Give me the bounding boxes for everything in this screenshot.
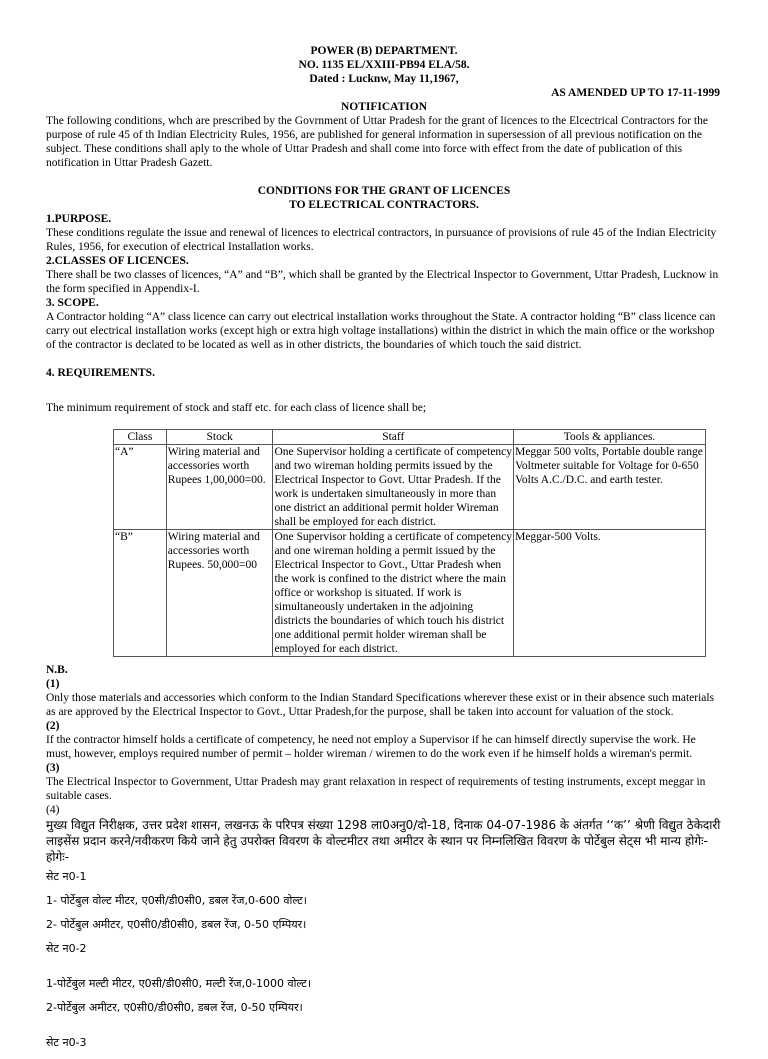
set-1-heading: सेट न0-1 [46,870,87,883]
document-page [46,44,722,1059]
note-label: (1) [46,678,60,690]
requirements-table [113,429,706,657]
set-1-item-1: 1- पोर्टेबुल वोल्ट मीटर, ए0सी/डी0सी0, डबल रेंज,0-600 वोल्ट। [46,894,307,907]
set-2-item-2: 2-पोर्टेबुल अमीटर, ए0सी0/डी0सी0, डबल रेंज, 0-50 एम्पियर। [46,1001,303,1014]
note-text: If the contractor himself holds a certificate of competency, he need not employ a Supervisor if he can himself directly supervise the work. He must, however, employs required number of permit – holder wireman / wiremen to do the work even if he himself holds a wireman's permit. [46,734,696,760]
classes-heading: 2.CLASSES OF LICENCES. [46,255,189,267]
dated-line: Dated : Lucknw, May 11,1967, [309,73,459,85]
table-cell-tools: Meggar-500 Volts. [514,530,706,657]
set-3-heading: सेट न0-3 [46,1036,87,1049]
note-label: (2) [46,720,60,732]
table-cell-staff: One Supervisor holding a certificate of competency and one wireman holding a permit issued by the Electrical Inspector to Govt., Uttar Pradesh when the work is confined to the district where the main office or workshop is situated. If work is simultaneously undertaken in the adjoining districts the boundaries of which touch his district one additional permit holder wireman shall be employed for each district. [274,531,513,655]
hindi-paragraph: मुख्य विद्युत निरीक्षक, उत्तर प्रदेश शासन, लखनऊ के परिपत्र संख्या 1298 ला0अनु0/दो-18, दिनाक 04-07-1986 के अंतर्गत ‘‘क’’ श्रेणी विद्युत ठेकेदारी लाइसेंस प्रदान करने/नवीकरण किये जाने हेतु उपरोक्त विवरण के वोल्टमीटर तथा अमीटर के स्थान पर निम्नलिखित विवरण के पोर्टेबुल सेट्स भी मान्य होगेः- होगेः- [46,818,721,864]
conditions-subtitle: TO ELECTRICAL CONTRACTORS. [289,199,479,211]
notification-number: NO. 1135 EL/XXIII-PB94 ELA/58. [298,59,470,71]
set-1-item-2: 2- पोर्टेबुल अमीटर, ए0सी0/डी0सी0, डबल रेंज, 0-50 एम्पियर। [46,918,307,931]
table-header-staff: Staff [273,430,514,445]
notification-title: NOTIFICATION [340,101,428,113]
classes-text: There shall be two classes of licences, “A” and “B”, which shall be granted by the Electrical Inspector to Government, Uttar Pradesh, Lucknow in the form specified in Appendix-I. [46,269,719,295]
requirements-text: The minimum requirement of stock and staff etc. for each class of licence shall be; [46,402,427,414]
conditions-title: CONDITIONS FOR THE GRANT OF LICENCES [257,185,511,197]
requirements-heading: 4. REQUIREMENTS. [46,367,155,379]
table-cell-staff: One Supervisor holding a certificate of competency and two wireman holding permits issued by the Electrical Inspector to Govt. Uttar Pradesh. If the work is undertaken simultaneously in more than one district an additional permit holder Wireman shall be employed for each district. [274,446,513,528]
nb-heading: N.B. [46,664,68,676]
table-row [114,445,706,530]
note-text: The Electrical Inspector to Government, Uttar Pradesh may grant relaxation in respect of requirements of testing instruments, except meggar in suitable cases. [46,776,706,802]
table-header-tools: Tools & appliances. [514,430,706,445]
note-label: (4) [46,804,60,816]
table-cell-class: “B” [114,530,167,657]
amended-line: AS AMENDED UP TO 17-11-1999 [551,87,720,99]
note-text: Only those materials and accessories which conform to the Indian Standard Specifications wherever these exist or in their absence such materials as are approved by the Electrical Inspector to Govt., Uttar Pradesh,for the purpose, shall be taken into account for valuation of the stock. [46,692,715,718]
department-title: POWER (B) DEPARTMENT. [310,45,458,57]
scope-text: A Contractor holding “A” class licence can carry out electrical installation works throughout the State. A contractor holding “B” class licence can carry out electrical installation works (except high or extra high voltage installations) within the district in which the main office or the workshop of the contractor is declated to be located as well as in other districts, the boundaries of which touch the said district. [46,311,716,351]
table-cell-stock: Wiring material and accessories worth Rupees. 50,000=00 [166,530,273,657]
table-header-class: Class [114,430,167,445]
set-2-item-1: 1-पोर्टेबुल मल्टी मीटर, ए0सी/डी0सी0, मल्टी रेंज,0-1000 वोल्ट। [46,977,312,990]
table-row [114,530,706,657]
note-label: (3) [46,762,60,774]
intro-paragraph: The following conditions, whch are prescribed by the Govrnment of Uttar Pradesh for the grant of licences to the Elcectrical Contractors for the purpose of rule 45 of th Indian Electricity Rules, 1956, are published for general information in supersession of all previous notification on the subject. These conditions shall aply to the whole of Uttar Pradesh and shall come into force with effect from the date of publication of this notification in Uttar Pradesh Gazett. [46,115,708,169]
table-header-stock: Stock [166,430,273,445]
purpose-heading: 1.PURPOSE. [46,213,112,225]
table-cell-tools: Meggar 500 volts, Portable double range Voltmeter suitable for Voltage for 0-650 Volts A.C./D.C. and earth tester. [514,445,706,530]
table-header-row [114,430,706,445]
scope-heading: 3. SCOPE. [46,297,99,309]
table-cell-stock: Wiring material and accessories worth Rupees 1,00,000=00. [166,445,273,530]
table-cell-class: “A” [114,445,167,530]
purpose-text: These conditions regulate the issue and renewal of licences to electrical contractors, in pursuance of provisions of rule 45 of the Indian Electricity Rules, 1956, for execution of electrical Installation works. [46,227,717,253]
set-2-heading: सेट न0-2 [46,942,87,955]
